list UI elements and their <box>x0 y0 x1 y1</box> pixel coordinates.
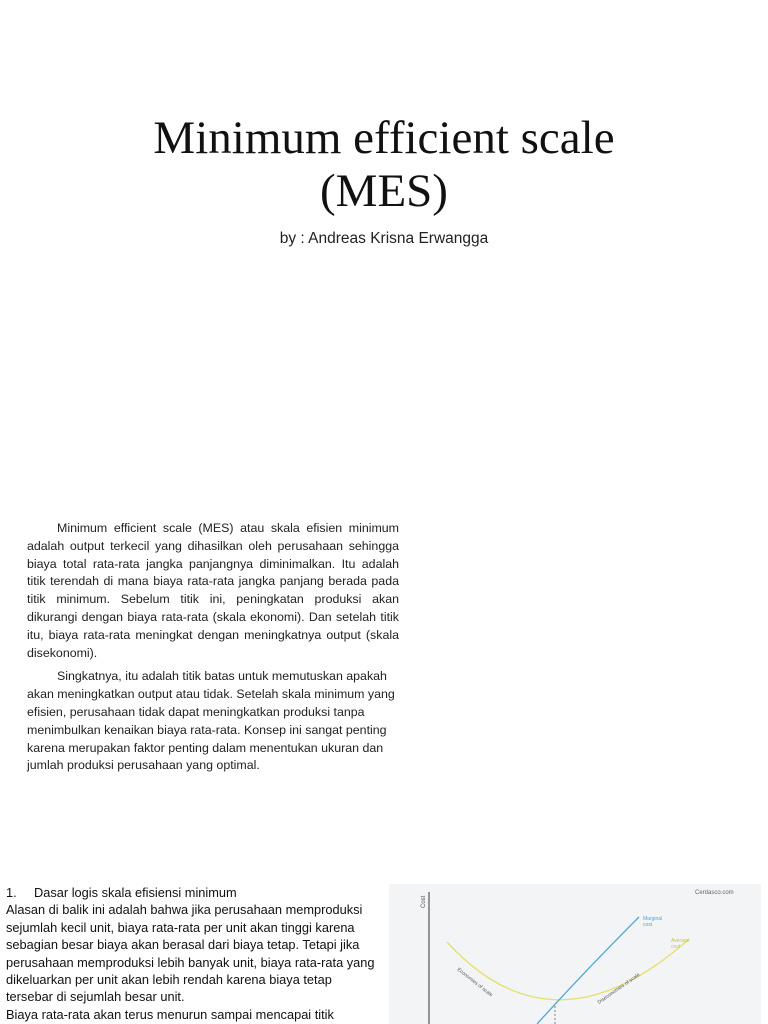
section-number: 1. <box>6 885 17 900</box>
section-heading-text: Dasar logis skala efisiensi minimum <box>34 885 237 900</box>
average-cost-label-line2: cost <box>671 944 681 950</box>
economies-of-scale-label: Economies of scale <box>455 966 494 999</box>
cost-curve-figure <box>389 884 761 1024</box>
section-continuation: Biaya rata-rata akan terus menurun sampai mencapai titik <box>6 1006 334 1022</box>
marginal-cost-label-line1: Marginal <box>643 916 663 922</box>
intro-text <box>27 520 399 775</box>
figure-source: Cerdasco.com <box>695 890 734 896</box>
section-heading <box>6 884 378 901</box>
cost-curve-diagram <box>389 884 761 1024</box>
section-logical-basis <box>6 884 378 1023</box>
author-byline: by : Andreas Krisna Erwangga <box>279 230 489 247</box>
section-body: Alasan di balik ini adalah bahwa jika perusahaan memproduksi sejumlah kecil unit, biaya rata-rata per unit akan tinggi karena sebagian besar biaya akan berasal dari biaya tetap. Tetapi jika perusahaan memproduksi lebih banyak unit, biaya rata-rata yang dikeluarkan per unit akan lebih rendah karena biaya tetap tersebar di sejumlah besar unit. <box>6 902 375 1005</box>
page-title <box>0 112 768 218</box>
marginal-cost-curve <box>537 917 639 1024</box>
marginal-cost-label-line2: cost <box>643 922 653 928</box>
paragraph-definition: Minimum efficient scale (MES) atau skala efisien minimum adalah output terkecil yang dihasilkan oleh perusahaan sehingga biaya total rata-rata jangka panjangnya diminimalkan. Itu adalah titik terendah di mana biaya rata-rata jangka panjang berada pada titik minimum. Sebelum titik ini, peningkatan produksi akan dikurangi dengan biaya rata-rata (skala ekonomi). Dan setelah titik itu, biaya rata-rata meningkat dengan meningkatnya output (skala disekonomi). <box>27 521 399 660</box>
average-cost-label-line1: Average <box>671 938 690 944</box>
title-line-1: Minimum efficient scale <box>153 112 615 164</box>
title-line-2: (MES) <box>320 165 448 217</box>
y-axis-label: Cost <box>421 895 427 908</box>
diseconomies-of-scale-label: Diseconomies of scale <box>596 972 642 1006</box>
paragraph-summary: Singkatnya, itu adalah titik batas untuk memutuskan apakah akan meningkatkan output atau tidak. Setelah skala minimum yang efisien, perusahaan tidak dapat meningkatkan produksi tanpa menimbulkan kenaikan biaya rata-rata. Konsep ini sangat penting karena merupakan faktor penting dalam menentukan ukuran dan jumlah produksi perusahaan yang optimal. <box>27 669 395 773</box>
